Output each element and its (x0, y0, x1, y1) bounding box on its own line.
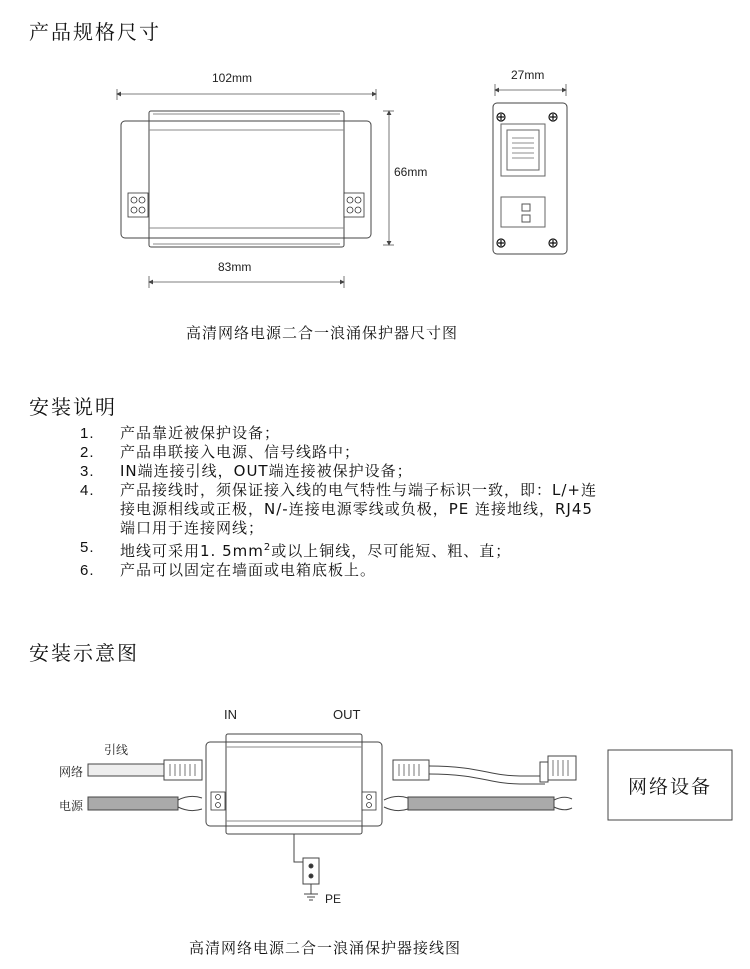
wiring-caption: 高清网络电源二合一浪涌保护器接线图 (189, 939, 462, 957)
network-label: 网络 (59, 765, 84, 779)
item-text-part: 地线可采用1. 5mm (120, 542, 264, 560)
power-cable-right (384, 796, 572, 810)
device-wiring-view (206, 734, 382, 834)
dim-width-label: 27mm (511, 68, 545, 82)
spec-title: 产品规格尺寸 (29, 20, 161, 44)
item-number: 5. (80, 539, 95, 556)
item-text: 产品可以固定在墙面或电箱底板上。 (120, 561, 377, 579)
dim-66mm (383, 111, 394, 245)
item-text-part: 或以上铜线，尽可能短、粗、直； (271, 542, 512, 560)
pe-ground-wire (294, 834, 319, 894)
dim-83mm (149, 276, 344, 288)
network-cable-left (88, 760, 202, 780)
item-number: 6. (80, 562, 95, 579)
out-label: OUT (333, 707, 361, 722)
item-text: 产品靠近被保护设备； (120, 424, 281, 442)
network-cable-right (393, 756, 576, 784)
power-cable-left (88, 796, 202, 810)
item-text: 产品串联接入电源、信号线路中； (120, 443, 361, 461)
item-text: IN端连接引线，OUT端连接被保护设备； (120, 462, 413, 480)
item-text: 产品接线时，须保证接入线的电气特性与端子标识一致，即：L/+连 (120, 481, 597, 499)
item-number: 3. (80, 463, 95, 480)
install-title: 安装说明 (29, 395, 117, 419)
item-number: 2. (80, 444, 95, 461)
device-side-view (493, 103, 567, 254)
terminal-block-icon (211, 792, 376, 810)
item-number: 1. (80, 425, 95, 442)
device-top-view (121, 111, 371, 247)
lead-label: 引线 (104, 743, 129, 757)
rj45-port-icon (512, 138, 534, 158)
dim-27mm (495, 84, 566, 96)
dim-length-label: 102mm (212, 71, 253, 85)
pe-label: PE (325, 892, 342, 906)
dim-102mm (117, 89, 376, 100)
superscript: 2 (263, 542, 272, 553)
terminal-block-icon (128, 193, 364, 217)
item-number: 4. (80, 482, 95, 499)
in-label: IN (224, 707, 237, 722)
dimension-caption: 高清网络电源二合一浪涌保护器尺寸图 (186, 324, 459, 342)
install-item-4-line-3: 端口用于连接网线； (120, 519, 265, 537)
dim-body-length-label: 83mm (218, 260, 252, 274)
power-label: 电源 (59, 799, 84, 813)
diagram-title: 安装示意图 (29, 641, 139, 665)
install-item-4-line-2: 接电源相线或正极，N/-连接电源零线或负极，PE 连接地线，RJ45 (120, 500, 593, 518)
ground-icon (304, 894, 318, 900)
network-device-label: 网络设备 (627, 775, 712, 798)
dim-height-label: 66mm (394, 165, 428, 179)
